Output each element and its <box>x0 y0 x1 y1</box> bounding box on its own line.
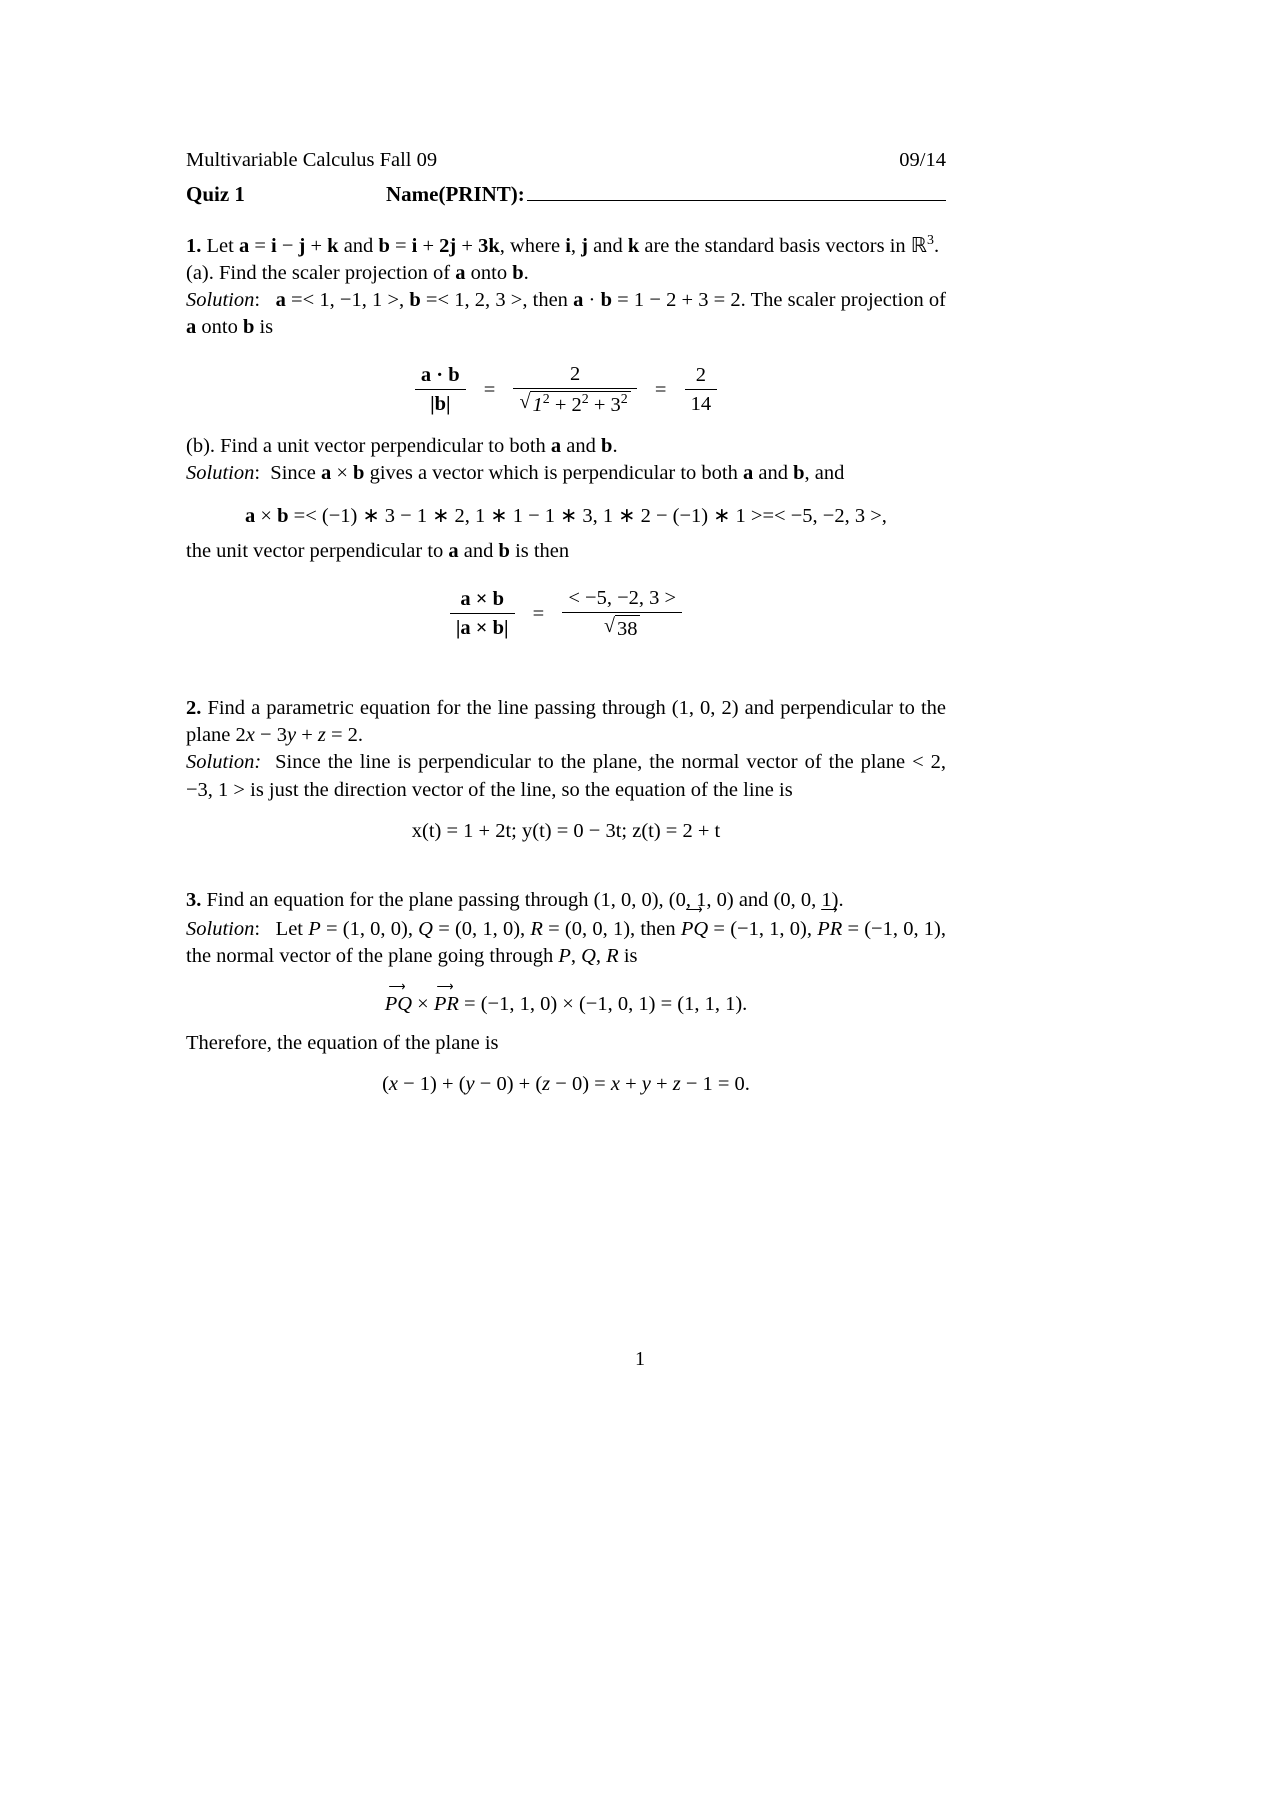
equation-normal-cross: ⟶ PQ × ⟶ PR = (−1, 1, 0) × (−1, 0, 1) = (1, 1, 1). <box>186 991 946 1016</box>
solution-label-2: Solution: <box>186 751 262 774</box>
problem-2-number: 2. <box>186 696 202 719</box>
quiz-name-row <box>186 182 946 207</box>
problem-1a-prompt: (a). Find the scaler projection of a onto b. <box>186 261 529 284</box>
problem-2-text: Find a parametric equation for the line passing through (1, 0, 2) and perpendicular to the plane 2x − 3y + z = 2. <box>186 696 947 747</box>
vector-pr-icon: ⟶ PR <box>817 914 842 943</box>
equation-scalar-projection: $\frac{a \cdot b}{|b|}$ = 2 √ $1^2 + 2^2 + 3^2$ = $\frac{2}{14}$ <box>186 362 946 419</box>
vector-pq-icon-eq: ⟶ PQ <box>385 991 412 1016</box>
header-date: 09/14 <box>899 149 946 171</box>
solution-label-3: Solution <box>186 918 255 941</box>
problem-3-number: 3. <box>186 888 202 911</box>
problem-3-solution: Solution: Let P = (1, 0, 0), Q = (0, 1, 0), R = (0, 0, 1), then ⟶ PQ = (−1, 1, 0), ⟶ PR = (−1, 0, 1), the normal vector of the plane going through P, Q, R is <box>186 914 946 971</box>
problem-2-statement <box>186 695 946 750</box>
problem-1-text: Let a = i − j + k and b = i + 2j + 3k, where i, j and k are the standard basis vectors in ℝ$^3$. <box>206 232 940 257</box>
problem-2-solution: Solution: Since the line is perpendicular to the plane, the normal vector of the plane < 2, −3, 1 > is just the direction vector of the line, so the equation of the line is <box>186 751 946 801</box>
equation-plane: (x − 1) + (y − 0) + (z − 0) = x + y + z − 1 = 0. <box>382 1072 750 1095</box>
name-blank-line[interactable] <box>527 183 946 201</box>
problem-1b-prompt: (b). Find a unit vector perpendicular to both a and b. <box>186 434 618 457</box>
problem-1-number: 1. <box>186 234 202 257</box>
solution-label-1a: Solution <box>186 289 255 312</box>
solution-label-1b: Solution <box>186 462 255 485</box>
equation-line-parametric: x(t) = 1 + 2t; y(t) = 0 − 3t; z(t) = 2 + t <box>411 819 721 842</box>
vector-pr-icon-eq: ⟶ PR <box>434 991 459 1016</box>
equation-cross-product: a × b =< (−1) ∗ 3 − 1 ∗ 2, 1 ∗ 1 − 1 ∗ 3, 1 ∗ 2 − (−1) ∗ 1 >=< −5, −2, 3 >, <box>245 505 887 528</box>
page-number: 1 <box>635 1348 645 1370</box>
problem-1b-solution: Solution: Since a × b gives a vector which is perpendicular to both a and b, and <box>186 462 845 485</box>
problem-1-statement <box>186 233 946 260</box>
document-body <box>186 148 946 1106</box>
document-header <box>186 148 946 174</box>
problem-1a-solution: Solution: a =< 1, −1, 1 >, b =< 1, 2, 3 >, then a · b = 1 − 2 + 3 = 2. The scaler projection of a onto b is <box>186 289 947 339</box>
course-title: Multivariable Calculus Fall 09 <box>186 149 438 171</box>
problem-1b-solution-cont: the unit vector perpendicular to a and b is then <box>186 540 570 563</box>
problem-3-solution-cont: Therefore, the equation of the plane is <box>186 1031 499 1054</box>
quiz-label: Quiz 1 <box>186 181 245 206</box>
vector-pq-icon: ⟶ PQ <box>681 914 708 943</box>
name-print-label: Name(PRINT): <box>386 181 525 206</box>
problem-3-text: Find an equation for the plane passing through (1, 0, 0), (0, 1, 0) and (0, 0, 1). <box>206 888 844 911</box>
equation-unit-vector: $\frac{a \times b}{|a \times b|}$ = < −5, −2, 3 > √ 38 <box>186 586 946 643</box>
